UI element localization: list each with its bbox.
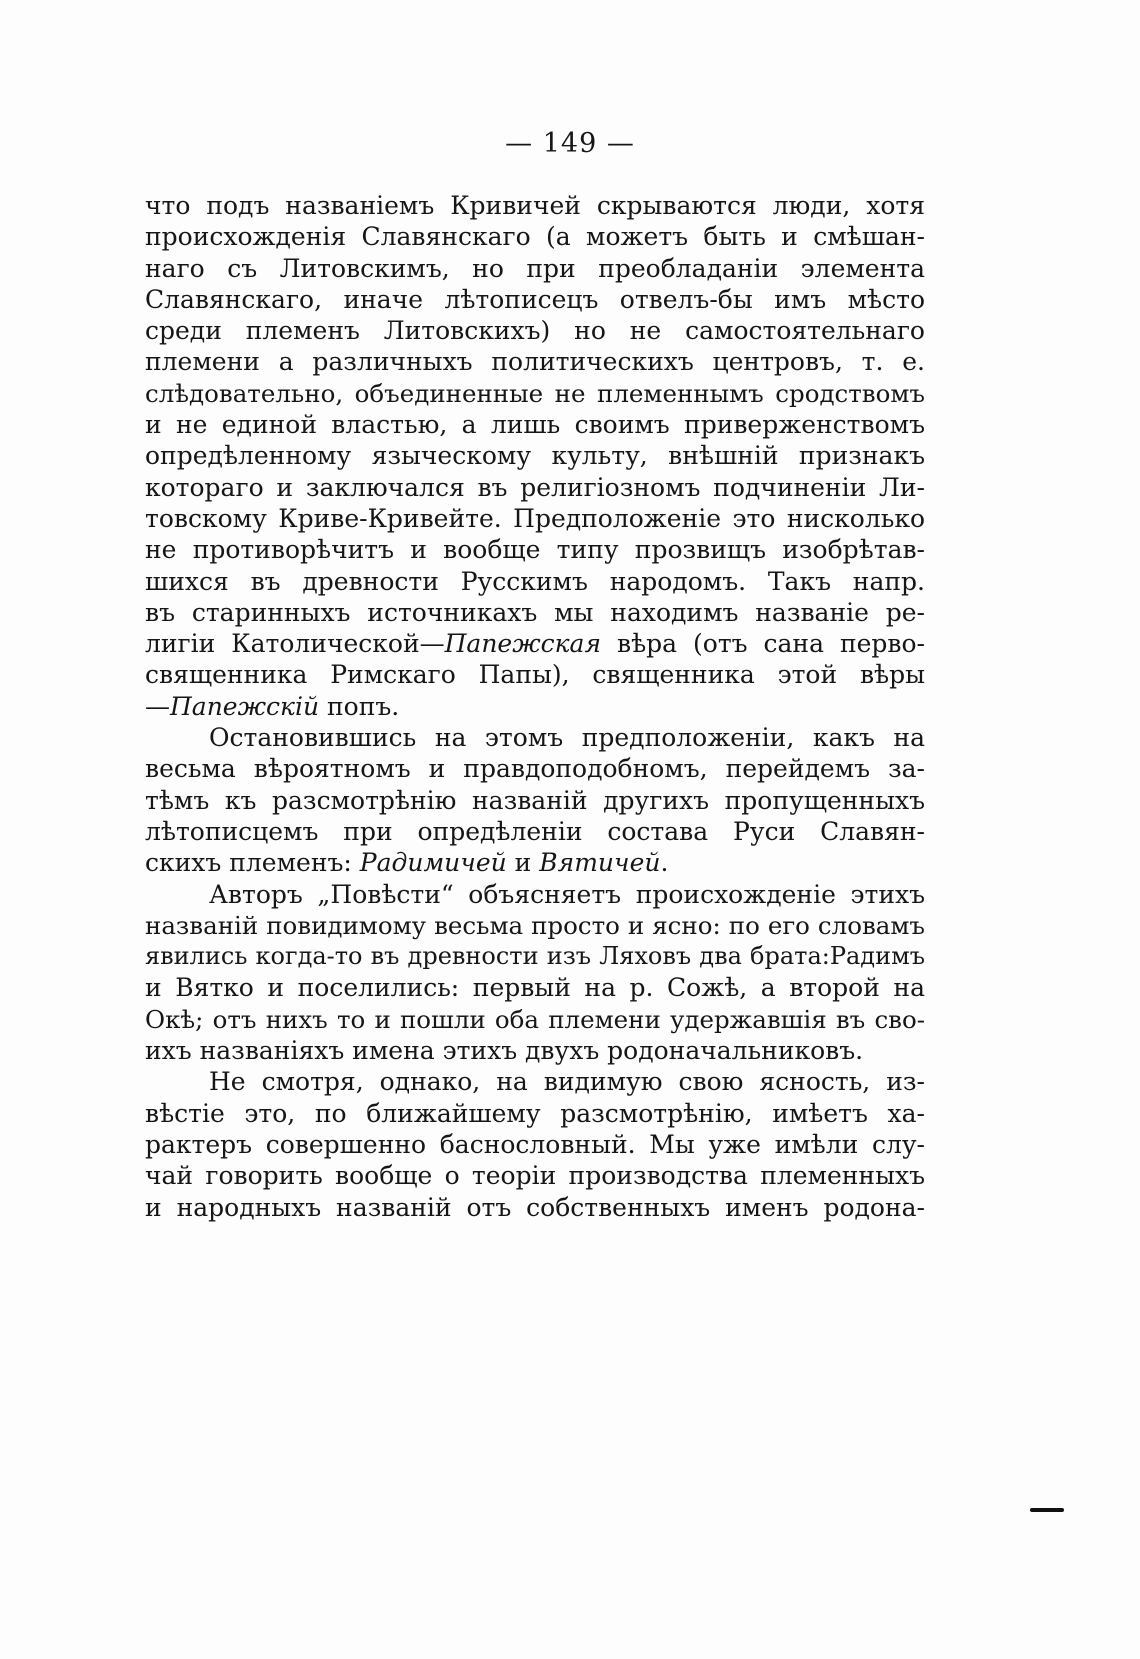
text-line: рактеръ совершенно баснословный. Мы уже имѣли слу- <box>145 1129 925 1159</box>
text-line: слѣдовательно, объединенные не племеннымъ сродствомъ <box>145 378 925 408</box>
italic-term: Вятичей <box>539 848 661 878</box>
text-run: вѣра (отъ сана перво- <box>601 629 925 659</box>
text-line: и не единой властью, а лишь своимъ приверженствомъ <box>145 410 925 440</box>
text-line: котораго и заключался въ религіозномъ подчиненіи Ли- <box>145 472 925 502</box>
text-run: и <box>506 848 540 878</box>
text-line: Авторъ „Повѣсти“ объясняетъ происхожденіе этихъ <box>209 879 925 909</box>
text-line-with-italic <box>145 847 925 878</box>
text-line: племени а различныхъ политическихъ центровъ, т. е. <box>145 347 925 377</box>
text-line: Не смотря, однако, на видимую свою ясность, из- <box>209 1067 925 1097</box>
text-run: — <box>145 691 170 721</box>
text-line: Окѣ; отъ нихъ то и пошли оба племени удержавшія въ сво- <box>145 1004 925 1034</box>
text-line: и народныхъ названій отъ собственныхъ именъ родона- <box>145 1192 925 1222</box>
text-line: не противорѣчитъ и вообще типу прозвищъ изобрѣтав- <box>145 535 925 565</box>
text-line-with-italic <box>145 628 925 659</box>
text-line: ихъ названіяхъ имена этихъ двухъ родоначальниковъ. <box>145 1036 864 1066</box>
text-line: Славянскаго, иначе лѣтописецъ отвелъ-бы имъ мѣсто <box>145 284 925 314</box>
text-line: тѣмъ къ разсмотрѣнію названій другихъ пропущенныхъ <box>145 785 925 815</box>
text-line: явились когда-то въ древности изъ Ляховъ два брата:Радимъ <box>145 942 925 971</box>
text-line: что подъ названіемъ Кривичей скрываются люди, хотя <box>145 191 925 220</box>
text-line-with-italic <box>145 691 925 722</box>
text-line: шихся въ древности Русскимъ народомъ. Такъ напр. <box>145 566 925 596</box>
page-number: — 149 — <box>505 128 635 159</box>
text-run: лигіи Католической— <box>145 629 445 659</box>
text-line: и Вятко и поселились: первый на р. Сожѣ, а второй на <box>145 973 925 1003</box>
text-line: опредѣленному языческому культу, внѣшній признакъ <box>145 441 925 471</box>
text-line: вѣстіе это, по ближайшему разсмотрѣнію, имѣетъ ха- <box>145 1098 925 1128</box>
text-line: происхожденія Славянскаго (а можетъ быть и смѣшан- <box>145 222 925 252</box>
text-line: чай говорить вообще о теоріи производства племенныхъ <box>145 1161 925 1191</box>
text-line: наго съ Литовскимъ, но при преобладаніи элемента <box>145 253 925 283</box>
text-line: Остановившись на этомъ предположеніи, какъ на <box>209 723 925 753</box>
body-text <box>145 190 925 1223</box>
text-run: . <box>660 848 669 878</box>
text-line: весьма вѣроятномъ и правдоподобномъ, перейдемъ за- <box>145 754 925 784</box>
text-line: священника Римскаго Папы), священника этой вѣры <box>145 660 925 690</box>
italic-term: Папежскій <box>170 691 320 721</box>
italic-term: Папежская <box>444 629 602 659</box>
text-run: попъ. <box>319 691 400 721</box>
text-line: среди племенъ Литовскихъ) но не самостоятельнаго <box>145 316 925 346</box>
italic-term: Радимичей <box>359 848 507 878</box>
text-line: въ старинныхъ источникахъ мы находимъ названіе ре- <box>145 597 925 627</box>
text-run: скихъ племенъ: <box>145 848 360 878</box>
text-line: названій повидимому весьма просто и ясно: по его словамъ <box>145 910 925 940</box>
text-line: товскому Криве-Кривейте. Предположеніе это нисколько <box>145 503 925 533</box>
margin-dash-mark <box>1030 1508 1064 1512</box>
text-line: лѣтописцемъ при опредѣленіи состава Руси Славян- <box>145 816 925 846</box>
